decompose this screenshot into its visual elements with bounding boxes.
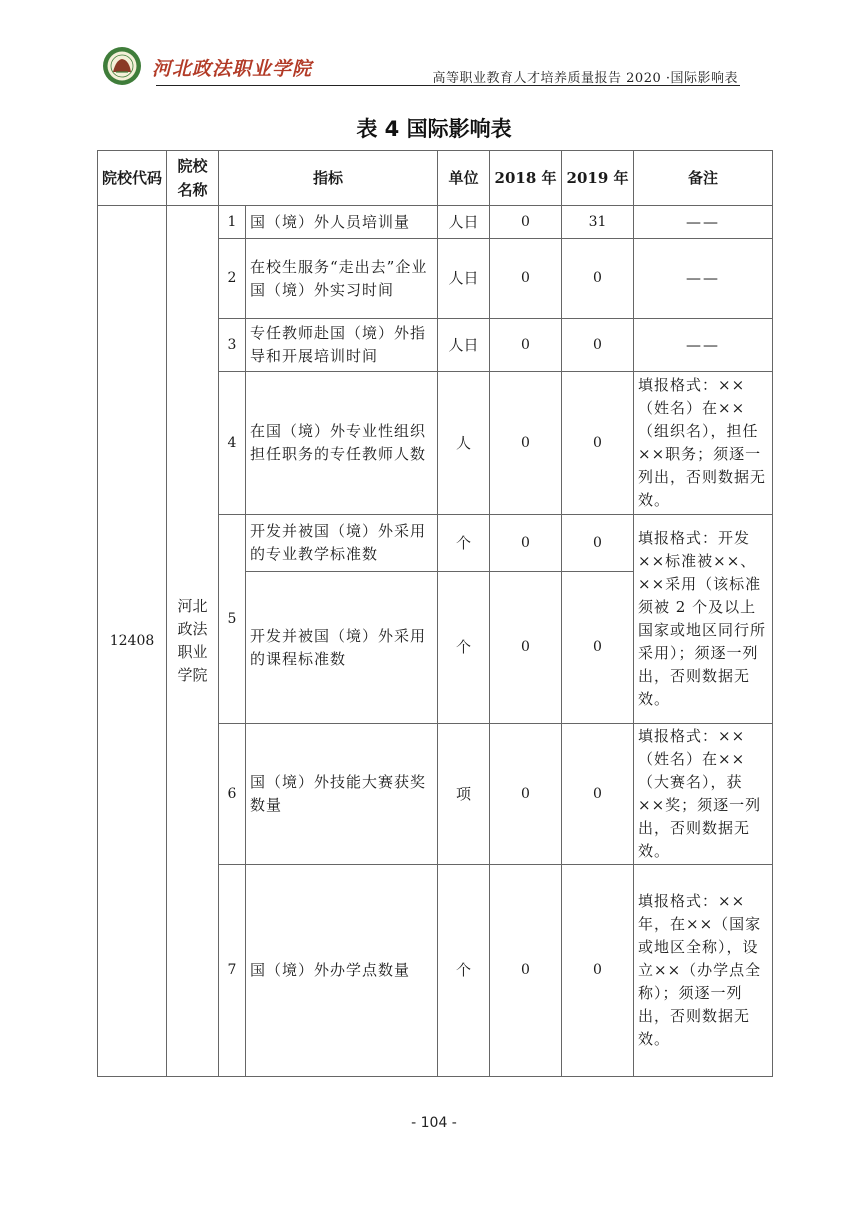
- unit-cell: 人日: [438, 319, 490, 372]
- row-number: 6: [219, 724, 246, 865]
- header-unit: 单位: [438, 151, 490, 206]
- unit-cell: 个: [438, 572, 490, 724]
- school-code-cell: 12408: [98, 206, 167, 1077]
- indicator-cell: 在国（境）外专业性组织担任职务的专任教师人数: [246, 372, 438, 515]
- report-title: 高等职业教育人才培养质量报告 2020 ·国际影响表: [432, 71, 738, 86]
- note-cell: ——: [634, 239, 773, 319]
- value-2018-cell: 0: [490, 239, 562, 319]
- header-2018: 2018 年: [490, 151, 562, 206]
- page-number: - 104 -: [411, 1115, 457, 1131]
- unit-cell: 人日: [438, 239, 490, 319]
- indicator-cell: 开发并被国（境）外采用的课程标准数: [246, 572, 438, 724]
- unit-cell: 项: [438, 724, 490, 865]
- international-influence-table: [97, 150, 773, 1077]
- indicator-cell: 在校生服务“走出去”企业国（境）外实习时间: [246, 239, 438, 319]
- value-2019-cell: 31: [562, 206, 634, 239]
- value-2018-cell: 0: [490, 572, 562, 724]
- value-2019-cell: 0: [562, 372, 634, 515]
- value-2019-cell: 0: [562, 319, 634, 372]
- header-indicator: 指标: [219, 151, 438, 206]
- header-2019: 2019 年: [562, 151, 634, 206]
- value-2019-cell: 0: [562, 572, 634, 724]
- value-2018-cell: 0: [490, 319, 562, 372]
- indicator-cell: 专任教师赴国（境）外指导和开展培训时间: [246, 319, 438, 372]
- row-number: 1: [219, 206, 246, 239]
- indicator-cell: 国（境）外技能大赛获奖数量: [246, 724, 438, 865]
- unit-cell: 人日: [438, 206, 490, 239]
- page-header: [96, 40, 740, 86]
- unit-cell: 个: [438, 515, 490, 572]
- unit-cell: 个: [438, 865, 490, 1077]
- header-rule: [156, 85, 740, 86]
- header-school-code: 院校代码: [98, 151, 167, 206]
- indicator-cell: 开发并被国（境）外采用的专业教学标准数: [246, 515, 438, 572]
- value-2019-cell: 0: [562, 515, 634, 572]
- row-number: 5: [219, 515, 246, 724]
- note-cell: 填报格式：××（姓名）在××（组织名），担任××职务；须逐一列出，否则数据无效。: [634, 372, 773, 515]
- indicator-cell: 国（境）外人员培训量: [246, 206, 438, 239]
- school-name-cell: 河北政法职业学院: [167, 206, 219, 1077]
- note-cell: 填报格式：××年，在××（国家或地区全称），设立××（办学点全称）；须逐一列出，否则数据无效。: [634, 865, 773, 1077]
- note-cell: ——: [634, 319, 773, 372]
- college-script-name: 河北政法职业学院: [152, 58, 313, 80]
- value-2019-cell: 0: [562, 724, 634, 865]
- note-cell: 填报格式：开发××标准被××、××采用（该标准须被 2 个及以上国家或地区同行所采用）；须逐一列出，否则数据无效。: [634, 515, 773, 724]
- table-row: [98, 206, 773, 239]
- value-2018-cell: 0: [490, 372, 562, 515]
- table-title: 表 4 国际影响表: [356, 117, 512, 141]
- value-2018-cell: 0: [490, 865, 562, 1077]
- row-number: 2: [219, 239, 246, 319]
- indicator-cell: 国（境）外办学点数量: [246, 865, 438, 1077]
- header-row: [98, 151, 773, 206]
- note-cell: ——: [634, 206, 773, 239]
- value-2018-cell: 0: [490, 724, 562, 865]
- value-2019-cell: 0: [562, 865, 634, 1077]
- value-2019-cell: 0: [562, 239, 634, 319]
- row-number: 4: [219, 372, 246, 515]
- value-2018-cell: 0: [490, 206, 562, 239]
- note-cell: 填报格式：××（姓名）在××（大赛名），获××奖；须逐一列出，否则数据无效。: [634, 724, 773, 865]
- value-2018-cell: 0: [490, 515, 562, 572]
- college-logo-icon: [102, 46, 142, 86]
- row-number: 3: [219, 319, 246, 372]
- header-school-name: 院校名称: [167, 151, 219, 206]
- row-number: 7: [219, 865, 246, 1077]
- unit-cell: 人: [438, 372, 490, 515]
- header-note: 备注: [634, 151, 773, 206]
